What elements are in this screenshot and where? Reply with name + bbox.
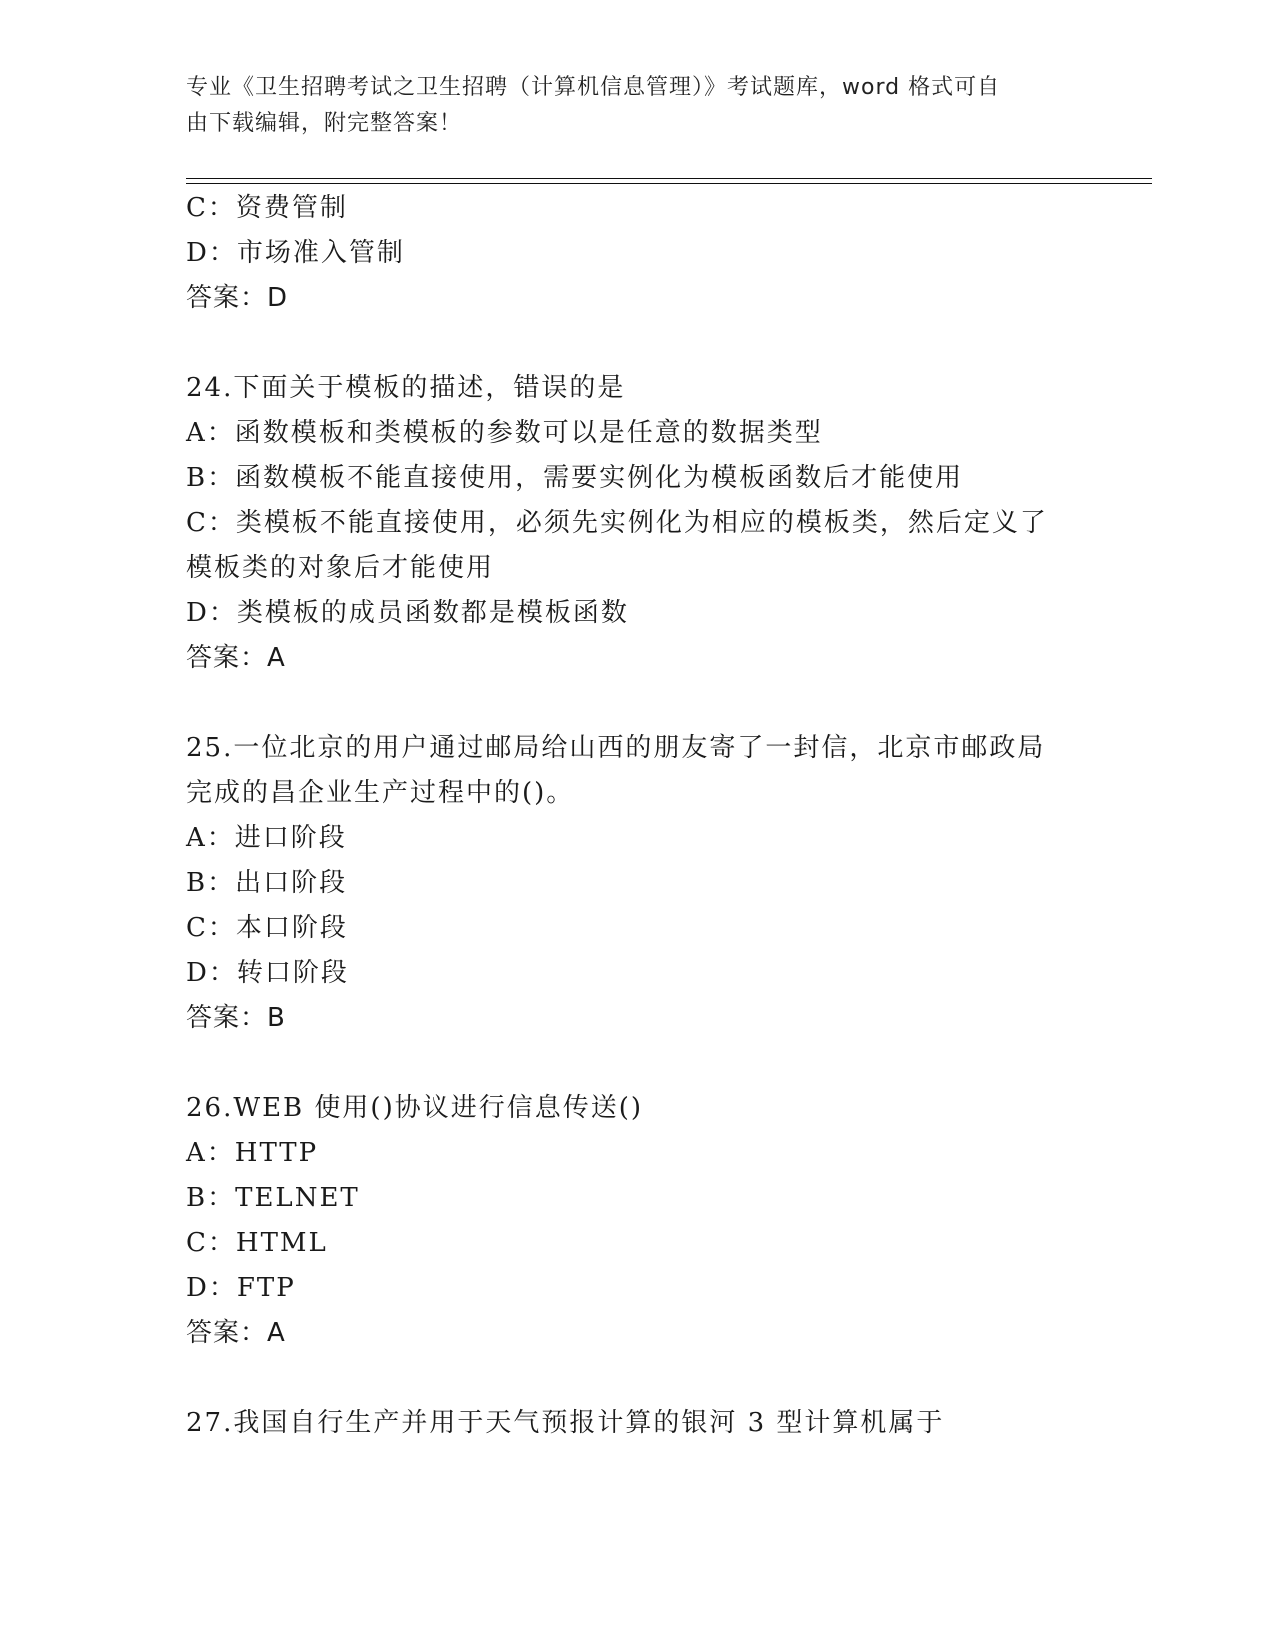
question-27	[186, 1401, 1076, 1446]
option-c-continued: 模板类的对象后才能使用	[186, 553, 495, 583]
option-d: D：类模板的成员函数都是模板函数	[186, 598, 629, 628]
header-line-2: 由下载编辑，附完整答案！	[186, 111, 463, 136]
spacer	[186, 1041, 1076, 1086]
option-a: A：函数模板和类模板的参数可以是任意的数据类型	[186, 418, 823, 448]
document-header	[186, 70, 1066, 142]
question-26	[186, 1086, 1076, 1356]
answer-line: 答案：A	[186, 643, 286, 673]
option-d: D：FTP	[186, 1273, 296, 1303]
option-b: B：函数模板不能直接使用，需要实例化为模板函数后才能使用	[186, 463, 964, 493]
option-d: D：市场准入管制	[186, 238, 405, 268]
answer-line: 答案：B	[186, 1003, 286, 1033]
option-d: D：转口阶段	[186, 958, 349, 988]
question-stem: 25.一位北京的用户通过邮局给山西的朋友寄了一封信，北京市邮政局	[186, 733, 1046, 763]
spacer	[186, 1356, 1076, 1401]
option-c: C：类模板不能直接使用，必须先实例化为相应的模板类，然后定义了	[186, 508, 1048, 538]
option-a: A：HTTP	[186, 1138, 319, 1168]
header-double-rule	[186, 178, 1152, 184]
header-line-1: 专业《卫生招聘考试之卫生招聘（计算机信息管理）》考试题库，word 格式可自	[186, 75, 1001, 100]
option-b: B：出口阶段	[186, 868, 348, 898]
spacer	[186, 321, 1076, 366]
question-24	[186, 366, 1076, 681]
option-c: C：资费管制	[186, 193, 348, 223]
previous-question-tail	[186, 186, 1076, 321]
option-b: B：TELNET	[186, 1183, 360, 1213]
option-c: C：本口阶段	[186, 913, 348, 943]
question-stem-continued: 完成的昌企业生产过程中的()。	[186, 778, 575, 808]
option-a: A：进口阶段	[186, 823, 347, 853]
spacer	[186, 681, 1076, 726]
answer-line: 答案：D	[186, 283, 289, 313]
question-stem: 27.我国自行生产并用于天气预报计算的银河 3 型计算机属于	[186, 1408, 945, 1438]
answer-line: 答案：A	[186, 1318, 286, 1348]
question-stem: 24.下面关于模板的描述，错误的是	[186, 373, 626, 403]
question-stem: 26.WEB 使用()协议进行信息传送()	[186, 1093, 643, 1123]
option-c: C：HTML	[186, 1228, 328, 1258]
question-25	[186, 726, 1076, 1041]
question-list	[186, 186, 1076, 1446]
